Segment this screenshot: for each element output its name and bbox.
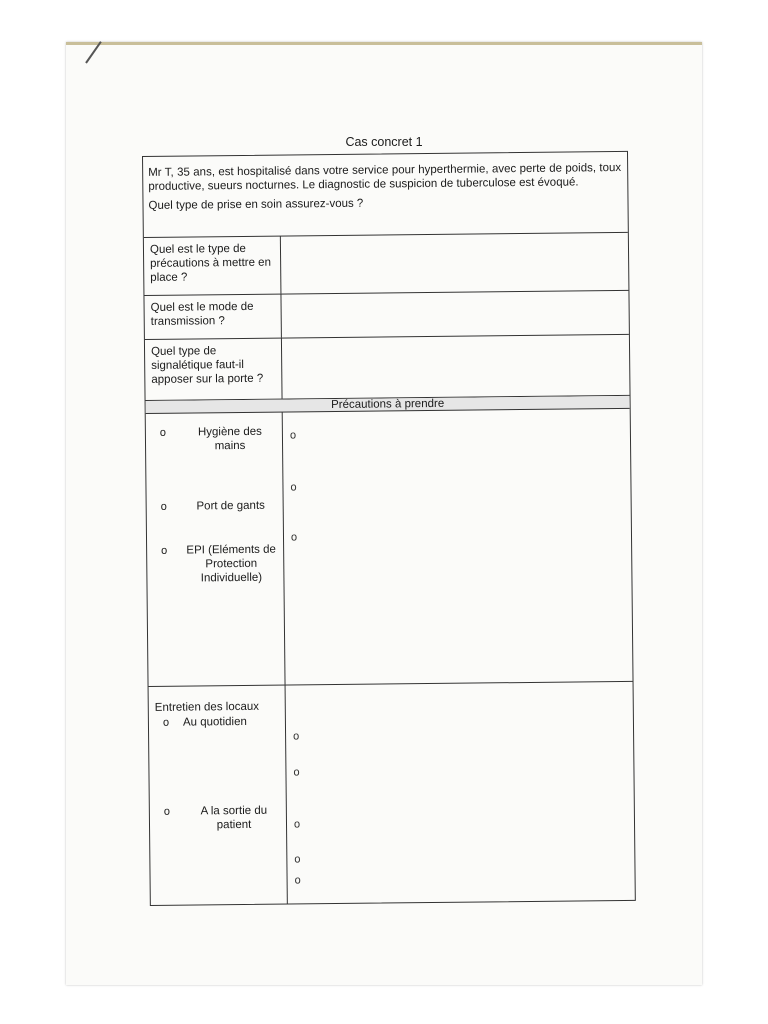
bullet-icon: o — [163, 805, 171, 818]
bullet-icon: o — [293, 730, 300, 743]
bullet-icon: o — [161, 544, 168, 557]
maintenance-item-daily: o Au quotidien — [162, 715, 247, 729]
bullet-icon: o — [159, 426, 167, 439]
precautions-list — [146, 413, 286, 686]
precaution-item-ppe: o EPI (Eléments de Protection Individuelle) — [161, 543, 276, 585]
maintenance-row — [149, 682, 635, 905]
precaution-item-hand-hygiene: o Hygiène des mains — [159, 425, 262, 453]
maintenance-item-discharge: o A la sortie du patient — [163, 804, 268, 832]
page-title: Cas concret 1 — [345, 135, 423, 149]
case-text: Mr T, 35 ans, est hospitalisé dans votre service pour hyperthermie, avec perte de poids, toux productive, sueurs nocturnes. Le diagnostic de suspicion de tuberculose est évoqué. — [148, 161, 622, 193]
bullet-icon: o — [294, 853, 301, 866]
bullet-icon: o — [290, 531, 298, 544]
case-description-cell — [143, 152, 628, 238]
question-cell: Quel type de signalétique faut-il apposer sur la porte ? — [145, 339, 283, 400]
maintenance-heading: Entretien des locaux — [154, 700, 260, 714]
bullet-icon: o — [294, 874, 301, 887]
precautions-row — [146, 409, 633, 687]
question-cell: Quel est le mode de transmission ? — [144, 295, 281, 339]
bullet-icon: o — [293, 766, 300, 779]
maintenance-list — [149, 686, 288, 905]
section-header: Précautions à prendre — [146, 396, 630, 414]
answer-cell-precautions[interactable] — [281, 233, 629, 294]
answer-cell-signage[interactable] — [282, 335, 630, 399]
answer-cell-maintenance[interactable] — [286, 682, 635, 904]
question-row-precautions — [144, 233, 629, 296]
answer-cell-precautions-detail[interactable] — [283, 409, 633, 685]
question-row-signage — [145, 335, 630, 401]
question-row-transmission — [144, 291, 628, 340]
question-cell: Quel est le type de précautions à mettre en place ? — [144, 237, 282, 295]
case-question: Quel type de prise en soin assurez-vous ? — [148, 197, 364, 212]
precaution-item-gloves: o Port de gants — [160, 499, 265, 513]
bullet-icon: o — [293, 818, 301, 831]
bullet-icon: o — [162, 716, 170, 729]
bullet-icon: o — [290, 481, 297, 494]
bullet-icon: o — [289, 429, 297, 442]
bullet-icon: o — [160, 500, 167, 513]
answer-cell-transmission[interactable] — [281, 291, 628, 338]
worksheet-table — [142, 151, 636, 906]
